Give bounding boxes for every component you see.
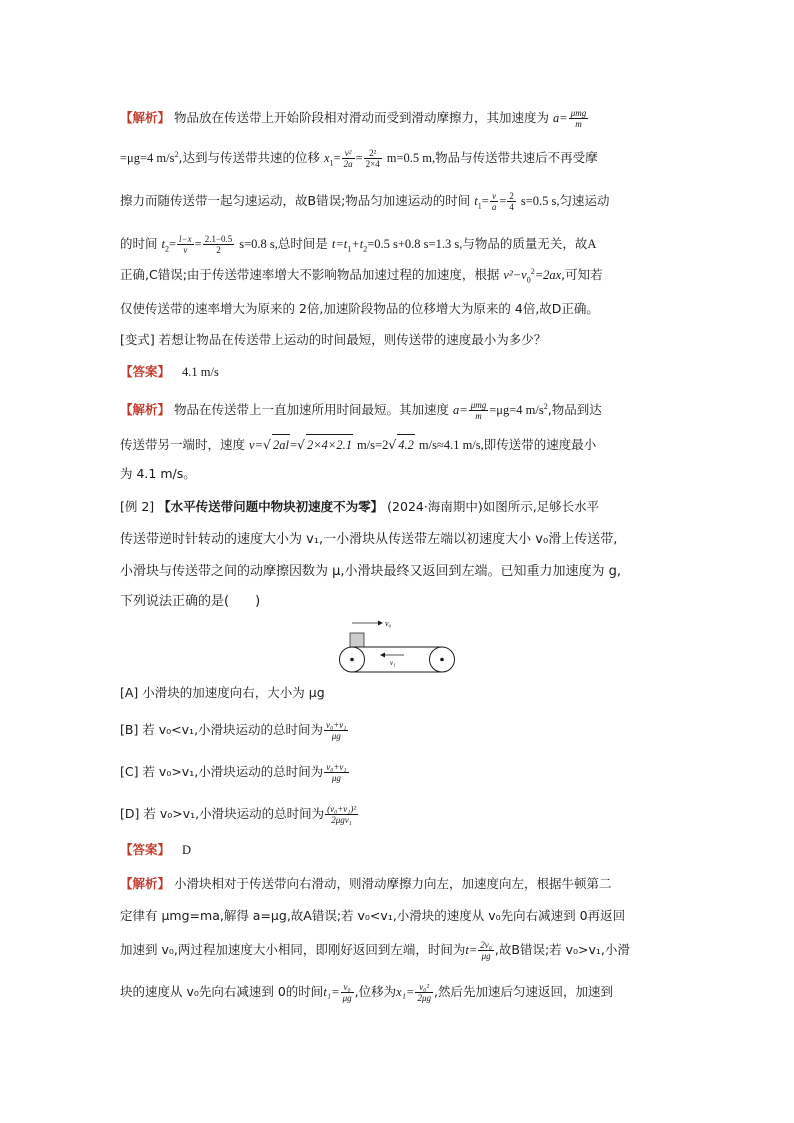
right-pulley-axle [440, 658, 444, 662]
analysis-3-line-2: 定律有 μmg=ma,解得 a=μg,故A错误;若 v₀<v₁,小滑块的速度从 v₀先向右减速到 0再返回 [120, 908, 626, 923]
analysis-3-line-4: 块的速度从 v₀先向右减速到 0的时间t₁= $\frac{\text{v₀}}{\mu g}$ ,位移为x₁= $\frac{\text{v₀²}}{2\mu g}$ ,然后先加速后匀速返回，加速到 [120, 982, 613, 1003]
fraction: $\frac{\text{v₀+v₁}}{\mu g}$ [326, 720, 347, 741]
analysis-tag: 【解析】 [120, 110, 171, 125]
fraction: $\frac{\text{v₀}}{\mu g}$ [342, 982, 352, 1003]
fraction: $\frac{l-x}{v}$ [179, 234, 192, 255]
v1-label: v₁ [390, 659, 396, 667]
fraction: $\frac{\text{2v₀}}{\mu g}$ [480, 940, 492, 961]
option-d: [D] 若 v₀>v₁,小滑块运动的总时间为 $\frac{\text{(v₀+v₁)²}}{\text{2μgv₁}}$ [120, 804, 357, 825]
example-2-answer-line: 【答案】 D [120, 842, 192, 857]
example-2-line-2: 传送带逆时针转动的速度大小为 v₁,一小滑块从传送带左端以初速度大小 v₀滑上传送带, [120, 532, 618, 547]
fraction: $\frac{\text{μmg}}{m}$ [470, 400, 487, 421]
variant-analysis-line-3: 为 4.1 m/s。 [120, 466, 196, 481]
analysis-line-4: 的时间 $t_2=$ $\frac{l-x}{v}$ = $\frac{2.1-0.5}{2}$ s=0.8 s,总时间是 $t=t_1+t_2=0.5$ s+0.8 s=1.3 s,与物品的质量无关，故A [120, 234, 597, 255]
conveyor-belt-diagram [330, 617, 460, 677]
analysis-line-6: 仅使传送带的速率增大为原来的 2倍,加速阶段物品的位移增大为原来的 4倍,故D正确。 [120, 301, 599, 316]
analysis-line-5: 正确,C错误;由于传送带速率增大不影响物品加速过程的加速度，根据 $v^2-v_0^2=2ax$,可知若 [120, 266, 603, 285]
analysis-line-2: =μg=4 $m/s^2$,达到与传送带共速的位移 $x_1=$ $\frac{\text{v²}}{2a}$ = $\frac{\text{2²}}{2\times 4}$ m=0.5 m,物品与传送带共速后不再受摩 [120, 148, 598, 169]
v0-arrowhead [378, 621, 383, 626]
example-2-line-3: 小滑块与传送带之间的动摩擦因数为 μ,小滑块最终又返回到左端。已知重力加速度为 g, [120, 564, 622, 579]
analysis-3-line-1: 【解析】 小滑块相对于传送带向右滑动，则滑动摩擦力向左，加速度向左，根据牛顿第二 [120, 876, 612, 891]
fraction: $\frac{2.1-0.5}{2}$ [204, 234, 233, 255]
v1-arrowhead [380, 653, 385, 658]
option-c: [C] 若 v₀>v₁,小滑块运动的总时间为 $\frac{\text{v₀+v₁}}{\mu g}$ [120, 762, 347, 783]
option-b: [B] 若 v₀<v₁,小滑块运动的总时间为 $\frac{\text{v₀+v₁}}{\mu g}$ [120, 720, 347, 741]
example-2-line-1: [例 2] 【水平传送带问题中物块初速度不为零】 (2024·海南期中)如图所示,足够长水平 [120, 499, 600, 514]
fraction: $\frac{v}{a}$ [491, 191, 497, 212]
fraction: $\frac{\text{2²}}{2\times 4}$ [365, 148, 380, 169]
left-pulley-axle [350, 658, 354, 662]
fraction: $\frac{\text{v₀²}}{2\mu g}$ [417, 982, 431, 1003]
fraction: $\frac{\text{(v₀+v₁)²}}{\text{2μgv₁}}$ [327, 804, 357, 825]
v0-label: v₀ [385, 619, 392, 628]
variant-answer-line: 【答案】 4.1 m/s [120, 364, 219, 379]
slider-block [350, 633, 364, 647]
fraction: $\frac{2}{4}$ [509, 191, 514, 212]
example-2-line-4: 下列说法正确的是( ) [120, 594, 261, 609]
analysis-line-3: 擦力而随传送带一起匀速运动，故B错误;物品匀加速运动的时间 $t_1=$ $\frac{v}{a}$ = $\frac{2}{4}$ s=0.5 s,匀速运动 [120, 191, 610, 212]
example-2-answer: D [182, 843, 192, 857]
analysis-line-1: 【解析】 物品放在传送带上开始阶段相对滑动而受到滑动摩擦力，其加速度为 a= $\frac{\text{μmg}}{m}$ [120, 108, 587, 129]
analysis-3-line-3: 加速到 v₀,两过程加速度大小相同，即刚好返回到左端，时间为t= $\frac{\text{2v₀}}{\mu g}$ ,故B错误;若 v₀>v₁,小滑 [120, 940, 630, 961]
variant-analysis-line-1: 【解析】 物品在传送带上一直加速所用时间最短。其加速度 a= $\frac{\text{μmg}}{m}$ =μg=4 $m/s^2$,物品到达 [120, 400, 602, 421]
fraction: $\frac{\text{μmg}}{m}$ [570, 108, 587, 129]
option-a: [A] 小滑块的加速度向右，大小为 μg [120, 685, 325, 700]
variant-answer: 4.1 m/s [182, 365, 219, 379]
fraction: $\frac{\text{v₀+v₁}}{\mu g}$ [326, 762, 347, 783]
variant-question: [变式] 若想让物品在传送带上运动的时间最短，则传送带的速度最小为多少？ [120, 332, 547, 347]
fraction: $\frac{\text{v²}}{2a}$ [343, 148, 353, 169]
variant-analysis-line-2: 传送带另一端时，速度 v=√ 2al=√ 2×4×2.1 m/s=2√ 4.2 m/s≈4.1 m/s,即传送带的速度最小 [120, 434, 596, 455]
